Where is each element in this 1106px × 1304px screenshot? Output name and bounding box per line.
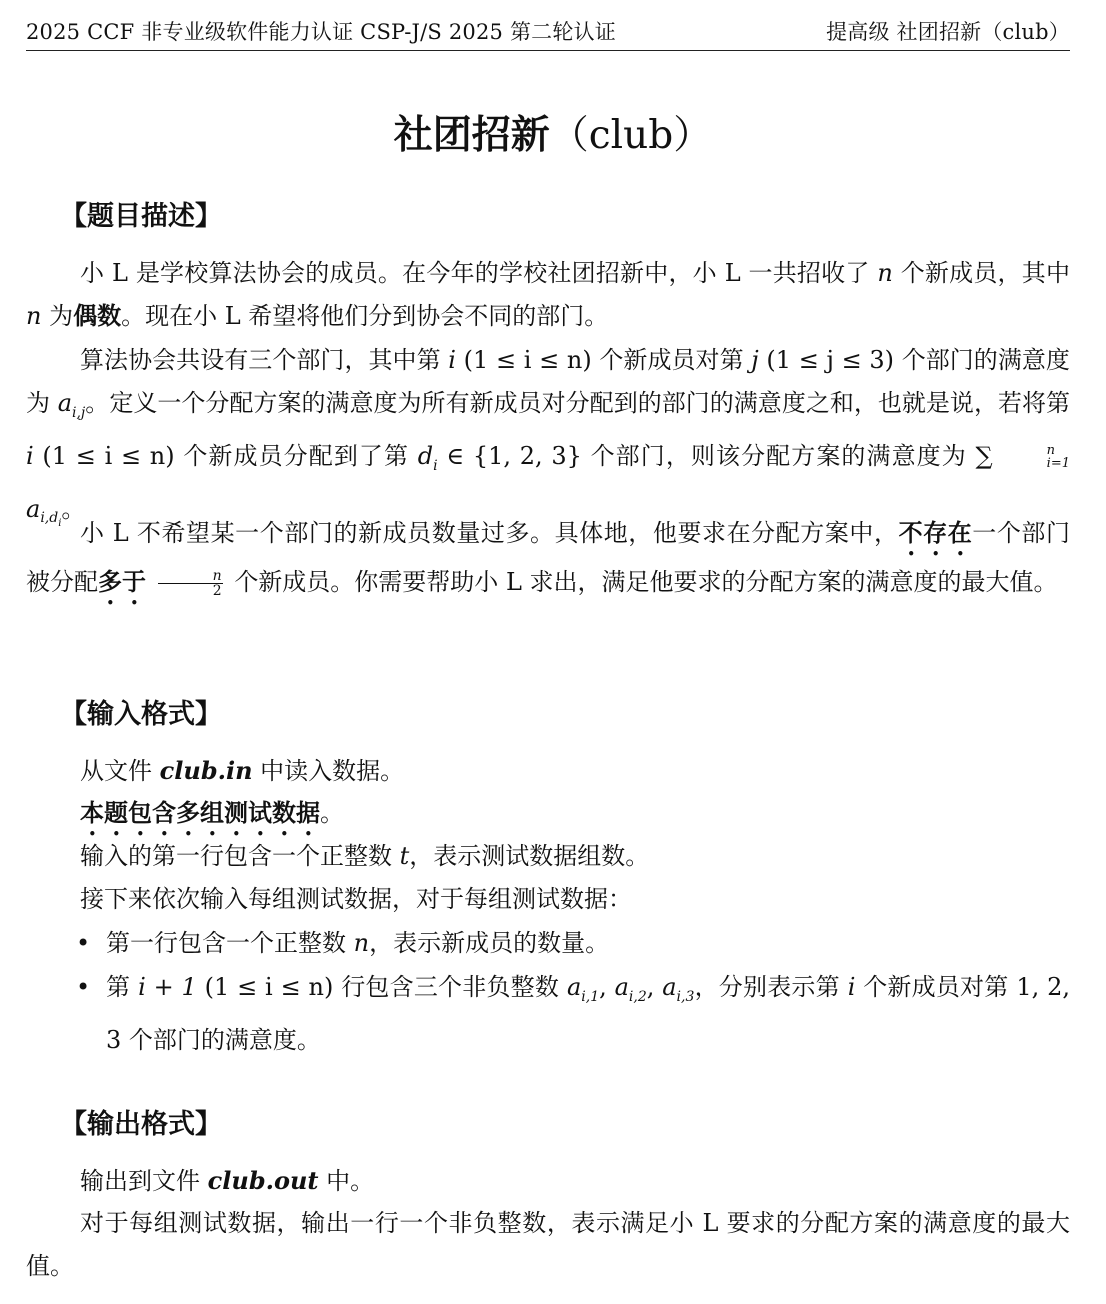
sub-main: i,d [40,510,59,527]
math-frac-n-2 [158,569,223,598]
text: 个新成员对第 [863,973,1009,1001]
text: 行包含三个非负整数 [341,973,560,1001]
frac-den: 2 [212,583,222,599]
text: 个新成员，其中 [900,259,1070,287]
math-a-i2 [614,973,647,1005]
sub: i,1 [581,988,600,1005]
bullet-icon: • [76,973,91,1001]
description-paragraph-2: 算法协会共设有三个部门，其中第 i (1 ≤ i ≤ n) 个新成员对第 j (1 ≤ j ≤ 3) 个部门的满意度为 $a_{i,j}$。定义一个分配方案的满意度为所有新成员对分配到的部门的满意度之和，也就是说，若将第 i (1 ≤ i ≤ n) 个新成员分配到了第 $d_i$ ∈ {1, 2, 3} 个部门，则该分配方案的满意度为 ∑ n i=1 $a_{i,d_i}$。 [26,346,1071,530]
sym: a [566,973,582,1001]
math-i: i [26,441,34,470]
page-title [0,104,1106,160]
sum-bottom: i=1 [1046,456,1070,472]
sym: a [57,389,72,417]
math-j: j [751,346,759,374]
math-depts: 1, 2, 3 [106,973,1070,1054]
math-i-plus-1: i + 1 [138,973,197,1001]
math-set: ∈ {1, 2, 3} [446,441,582,470]
text: 个部门，则该分配方案的满意度为 [590,441,967,470]
description-paragraph-1 [26,252,1070,338]
sub: i,3 [676,988,695,1005]
text: 从文件 [80,757,152,785]
math-j-range: (1 ≤ j ≤ 3) [766,346,895,374]
text: 一个部门被分配 [26,519,1071,596]
math-i: i [448,346,456,374]
page-header [26,16,1070,51]
text: 。 [320,799,344,827]
text: 个部门的满意度为 [26,346,1070,417]
header-left: 2025 CCF 非专业级软件能力认证 CSP-J/S 2025 第二轮认证 [26,20,616,44]
output-line-1 [80,1159,374,1203]
math-d-i [417,441,438,474]
math-t: t [399,842,410,870]
math-a-ij [57,389,86,421]
text: ，表示测试数据组数。 [409,842,650,870]
sub: i,2 [628,988,647,1005]
text: 小 L 不希望某一个部门的新成员数量过多。具体地，他要求在分配方案中， [80,519,899,547]
input-line-3 [80,835,649,878]
text: 第一行包含一个正整数 [106,929,346,957]
description-paragraph-3 [26,512,1070,610]
section-output-heading: 【输出格式】 [60,1109,222,1140]
text: 算法协会共设有三个部门，其中第 [80,346,441,374]
section-input-heading: 【输入格式】 [60,699,222,730]
math-a-i1 [566,973,600,1005]
sym: d [417,441,434,470]
math-i-range: (1 ≤ i ≤ n) [463,346,592,374]
sub: i,j [72,404,86,421]
emphasis-more-than: 多于 [98,568,146,596]
sum-limits [993,444,1070,470]
text: 输出到文件 [80,1167,200,1195]
text: 中。 [326,1167,375,1195]
input-line-2 [80,792,344,841]
emphasis-not-exist: 不存在 [898,519,973,547]
text: ，分别表示第 [694,973,840,1001]
math-n: n [877,259,893,287]
text: 。现在小 L 希望将他们分到协会不同的部门。 [121,302,609,330]
input-line-1 [80,749,404,793]
text: 个新成员对第 [599,346,744,374]
section-description-heading: 【题目描述】 [60,201,222,232]
sym: a [614,973,629,1001]
file-name-in: club.in [159,756,253,785]
text: 为 [49,302,74,330]
header-right: 提高级 社团招新（club） [826,20,1070,44]
math-i-range: (1 ≤ i ≤ n) [204,973,334,1001]
title-paren: （club） [549,113,713,158]
sum-symbol: ∑ [975,441,993,470]
frac-num: n [158,569,223,584]
title-main: 社团招新 [393,113,550,158]
output-paragraph-2: 对于每组测试数据，输出一行一个非负整数，表示满足小 L 要求的分配方案的满意度的最大值。 [26,1209,1070,1280]
file-name-out: club.out [207,1166,319,1195]
text: ，表示新成员的数量。 [369,929,610,957]
math-n: n [353,929,370,957]
sub-sub: i [58,518,62,530]
text: 中读入数据。 [260,757,405,785]
text: 第 [106,973,131,1001]
math-i: i [847,973,856,1001]
input-bullet-2: 第 i + 1 (1 ≤ i ≤ n) 行包含三个非负整数 $a_{i,1}$, $a_{i,2}$, $a_{i,3}$，分别表示第 i 个新成员对第 1, 2, 3 个部门的满意度。 [106,973,1070,1054]
input-line-4: 接下来依次输入每组测试数据，对于每组测试数据： [80,885,632,913]
text: 小 L 是学校算法协会的成员。在今年的学校社团招新中，小 L 一共招收了 [80,259,870,287]
math-i-range: (1 ≤ i ≤ n) [42,441,175,470]
math-n: n [26,302,42,330]
sub: i [433,457,438,474]
input-bullet-1 [106,922,609,965]
emphasis-multi-test: 本题包含多组测试数据 [80,799,320,827]
emphasis-even: 偶数 [73,302,122,330]
bullet-icon: • [76,929,91,957]
text: 个新成员分配到了第 [183,441,410,470]
text: 个新成员。你需要帮助小 L 求出，满足他要求的分配方案的满意度的最大值。 [234,568,1058,596]
text: 输入的第一行包含一个正整数 [80,842,392,870]
sym: a [662,973,677,1001]
math-a-i3 [662,973,695,1005]
text: 个部门的满意度。 [128,1025,321,1054]
sym: a [26,494,41,523]
text: 。定义一个分配方案的满意度为所有新成员对分配到的部门的满意度之和，也就是说，若将第 [85,389,1071,417]
sum-top: n [1046,443,1056,459]
